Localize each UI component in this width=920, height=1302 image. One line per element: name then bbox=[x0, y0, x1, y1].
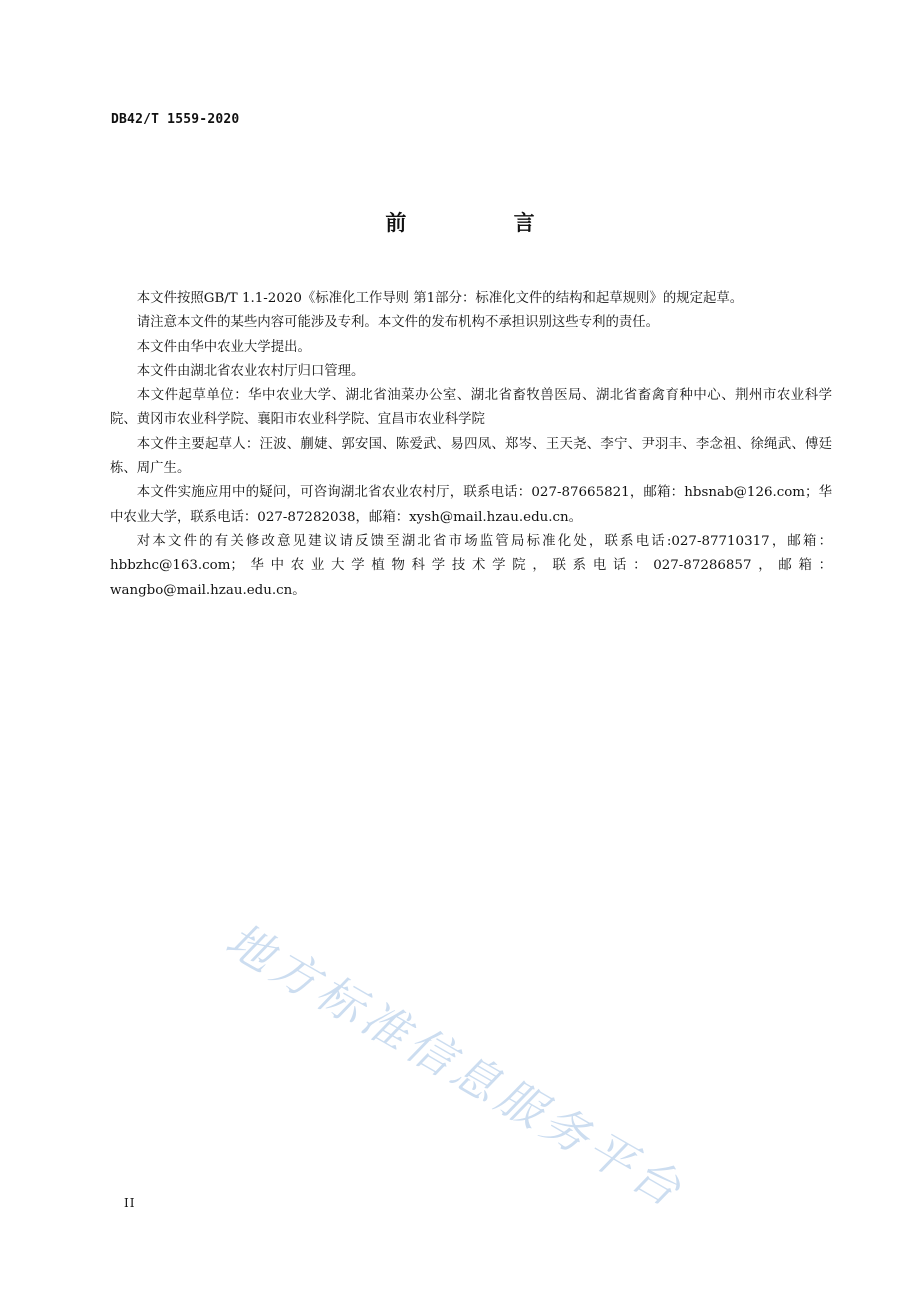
paragraph-drafting-rules: 本文件按照GB/T 1.1-2020《标准化工作导则 第1部分：标准化文件的结构和起草规则》的规定起草。 bbox=[136, 291, 744, 306]
foreword-body bbox=[110, 287, 832, 603]
page-number: II bbox=[124, 1196, 136, 1210]
page-title: 前 言 bbox=[385, 211, 585, 235]
paragraph-drafters: 本文件主要起草人：汪波、蒯婕、郭安国、陈爱武、易四凤、郑岑、王天尧、李宁、尹羽丰、李念祖、徐绳武、傅廷栋、周广生。 bbox=[110, 436, 832, 477]
watermark: 地方标准信息服务平台 bbox=[217, 912, 695, 1219]
paragraph-feedback-contact: 对本文件的有关修改意见建议请反馈至湖北省市场监管局标准化处，联系电话:027-87710317，邮箱：hbbzhc@163.com；华中农业大学植物科学技术学院，联系电话：027-87286857，邮箱：wangbo@mail.hzau.edu.cn。 bbox=[110, 533, 832, 598]
paragraph-proposer: 本文件由华中农业大学提出。 bbox=[136, 339, 311, 355]
paragraph-administrator: 本文件由湖北省农业农村厅归口管理。 bbox=[136, 363, 365, 379]
paragraph-drafting-units: 本文件起草单位：华中农业大学、湖北省油菜办公室、湖北省畜牧兽医局、湖北省畜禽育种中心、荆州市农业科学院、黄冈市农业科学院、襄阳市农业科学院、宜昌市农业科学院 bbox=[110, 388, 832, 428]
standard-code: DB42/T 1559-2020 bbox=[111, 112, 240, 127]
paragraph-inquiry-contact: 本文件实施应用中的疑问，可咨询湖北省农业农村厅，联系电话：027-87665821，邮箱：hbsnab@126.com；华中农业大学，联系电话：027-87282038，邮箱：xysh@mail.hzau.edu.cn。 bbox=[110, 485, 832, 525]
paragraph-patent-notice: 请注意本文件的某些内容可能涉及专利。本文件的发布机构不承担识别这些专利的责任。 bbox=[136, 315, 660, 331]
